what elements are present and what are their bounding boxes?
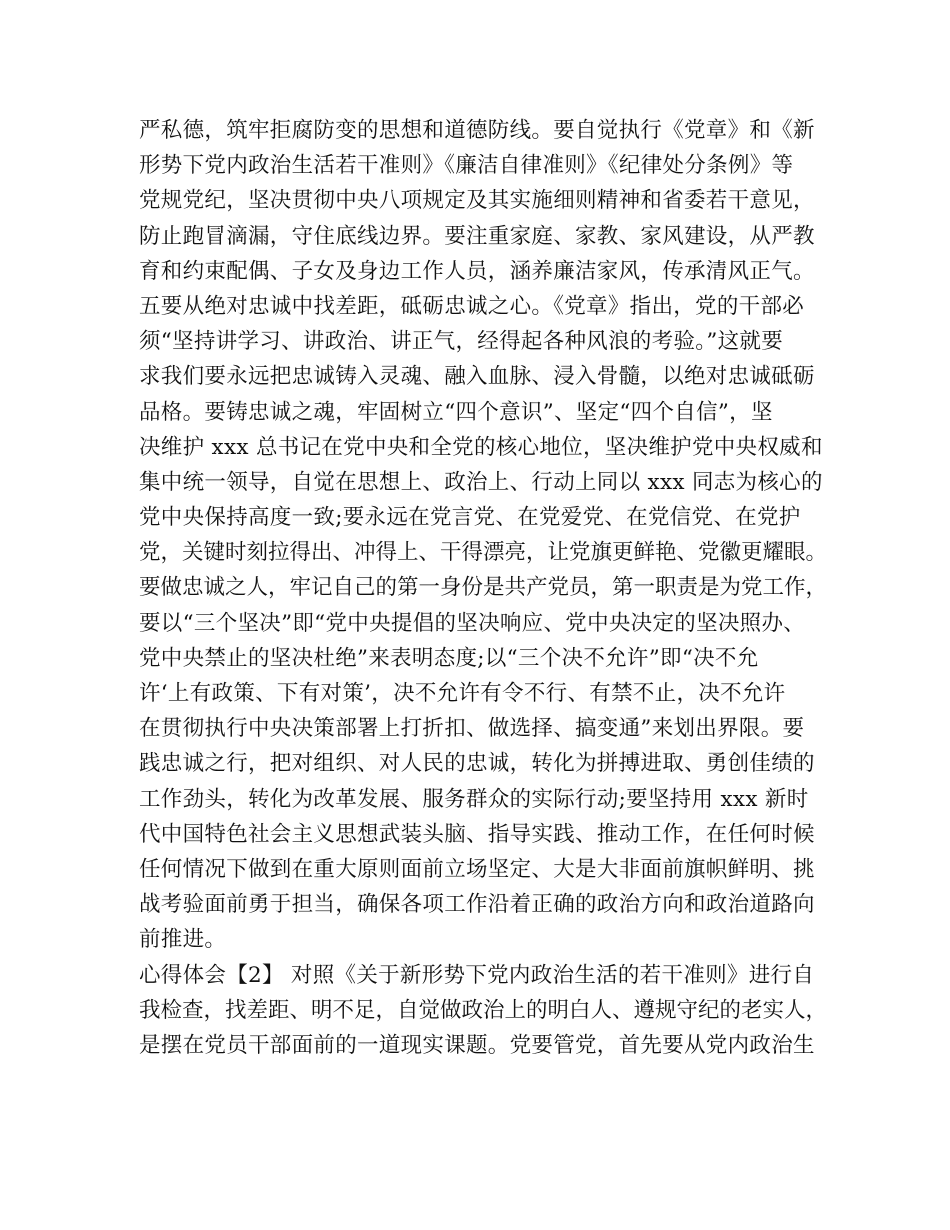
text-line: 集中统一领导，自觉在思想上、政治上、行动上同以 xxx 同志为核心的 xyxy=(139,469,823,495)
text-line: 代中国特色社会主义思想武装头脑、指导实践、推动工作，在任何时候 xyxy=(139,821,815,847)
text-line: 践忠诚之行，把对组织、对人民的忠诚，转化为拼搏进取、勇创佳绩的 xyxy=(139,751,815,777)
text-line: 工作劲头，转化为改革发展、服务群众的实际行动;要坚持用 xxx 新时 xyxy=(139,786,809,812)
text-line: 前推进。 xyxy=(139,927,227,953)
text-line: 防止跑冒滴漏，守住底线边界。要注重家庭、家教、家风建设，从严教 xyxy=(139,223,815,249)
text-line: 党中央保持高度一致;要永远在党言党、在党爱党、在党信党、在党护 xyxy=(139,505,801,531)
body-text xyxy=(139,113,829,1063)
text-line: 严私德，筑牢拒腐防变的思想和道德防线。要自觉执行《党章》和《新 xyxy=(139,118,815,143)
text-line: 许‘上有政策、下有对策’，决不允许有令不行、有禁不止，决不允许 xyxy=(139,681,786,706)
text-line: 五要从绝对忠诚中找差距，砥砺忠诚之心。《党章》指出，党的干部必 xyxy=(139,293,805,319)
text-line: 党，关键时刻拉得出、冲得上、干得漂亮，让党旗更鲜艳、党徽更耀眼。 xyxy=(139,540,828,566)
text-line: 任何情况下做到在重大原则面前立场坚定、大是大非面前旗帜鲜明、挑 xyxy=(139,856,815,882)
text-line: 在贯彻执行中央决策部署上打折扣、做选择、搞变通”来划出界限。要 xyxy=(139,716,805,742)
text-line: 是摆在党员干部面前的一道现实课题。党要管党，首先要从党内政治生 xyxy=(139,1032,815,1058)
text-line: 战考验面前勇于担当，确保各项工作沿着正确的政治方向和政治道路向 xyxy=(139,892,815,918)
text-line: 党中央禁止的坚决杜绝”来表明态度;以“三个决不允许”即“决不允 xyxy=(139,645,759,671)
text-line: 党规党纪，坚决贯彻中央八项规定及其实施细则精神和省委若干意见， xyxy=(139,188,815,214)
text-line: 须“坚持讲学习、讲政治、讲正气，经得起各种风浪的考验。”这就要 xyxy=(139,329,784,355)
text-line: 要做忠诚之人，牢记自己的第一身份是共产党员，第一职责是为党工作， xyxy=(139,575,828,601)
text-line: 决维护 xxx 总书记在党中央和全党的核心地位，坚决维护党中央权威和 xyxy=(139,434,823,460)
text-line: 心得体会【2】 对照《关于新形势下党内政治生活的若干准则》进行自 xyxy=(139,962,815,988)
text-line: 育和约束配偶、子女及身边工作人员，涵养廉洁家风，传承清风正气。 xyxy=(139,258,815,284)
text-line: 求我们要永远把忠诚铸入灵魂、融入血脉、浸入骨髓，以绝对忠诚砥砺 xyxy=(139,364,815,390)
text-line: 要以“三个坚决”即“党中央提倡的坚决响应、党中央决定的坚决照办、 xyxy=(139,610,806,636)
text-line: 品格。要铸忠诚之魂，牢固树立“四个意识”、坚定“四个自信”，坚 xyxy=(139,399,773,425)
text-line: 我检查，找差距、明不足，自觉做政治上的明白人、遵规守纪的老实人， xyxy=(139,997,828,1023)
text-line: 形势下党内政治生活若干准则》《廉洁自律准则》《纪律处分条例》等 xyxy=(139,153,794,179)
